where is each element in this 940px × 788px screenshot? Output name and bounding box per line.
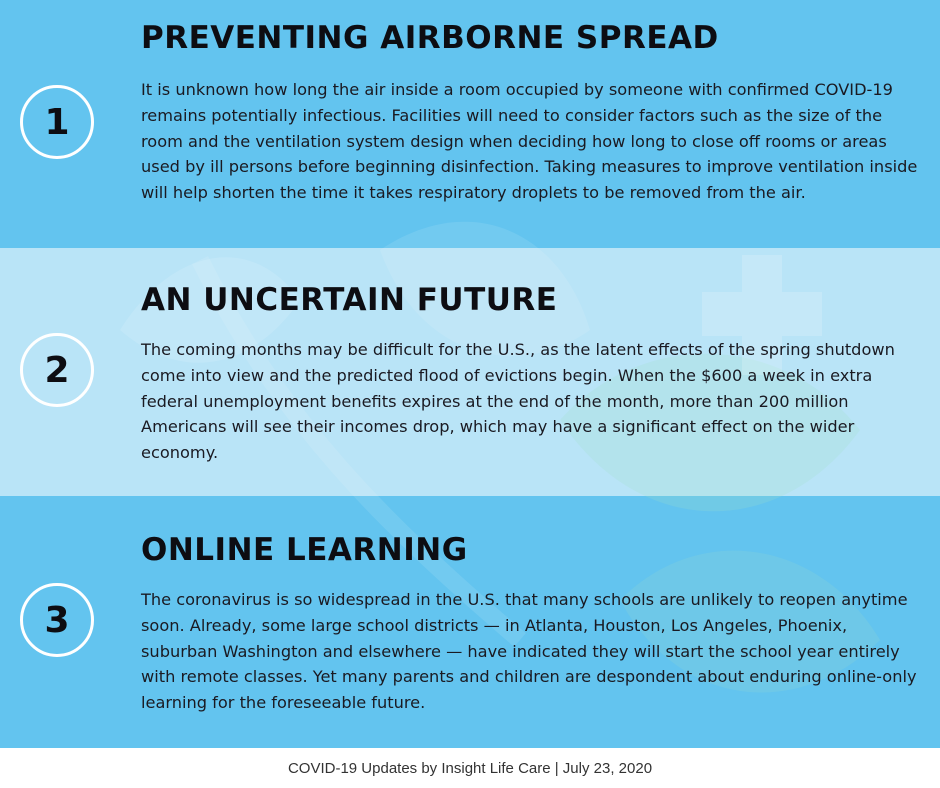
- section-3-number-badge: 3: [20, 583, 94, 657]
- section-1-body: It is unknown how long the air inside a room occupied by someone with confirmed COVID-19 remains potentially infectious. Facilities will need to consider factors such as the size of the room and the ventilation system design when deciding how long to close off rooms or areas used by ill persons before beginning disinfection. Taking measures to improve ventilation inside will help shorten the time it takes respiratory droplets to be removed from the air.: [141, 80, 918, 203]
- section-1-heading: PREVENTING AIRBORNE SPREAD: [141, 20, 719, 56]
- section-2-number-badge: 2: [20, 333, 94, 407]
- section-2-heading: AN UNCERTAIN FUTURE: [141, 282, 558, 318]
- section-1-number-badge: 1: [20, 85, 94, 159]
- section-3-heading: ONLINE LEARNING: [141, 532, 468, 568]
- footer: [0, 748, 940, 788]
- section-2-body: The coming months may be difficult for the U.S., as the latent effects of the spring shutdown come into view and the predicted flood of evictions begin. When the $600 a week in extra federal unemployment benefits expires at the end of the month, more than 200 million Americans will see their incomes drop, which may have a significant effect on the wider economy.: [141, 340, 895, 463]
- footer-credit: COVID-19 Updates by Insight Life Care | July 23, 2020: [287, 759, 653, 777]
- section-3-body: The coronavirus is so widespread in the U.S. that many schools are unlikely to reopen anytime soon. Already, some large school districts — in Atlanta, Houston, Los Angeles, Phoenix, suburban Washington and elsewhere — have indicated they will start the school year entirely with remote classes. Yet many parents and children are despondent about enduring online-only learning for the foreseeable future.: [141, 590, 917, 713]
